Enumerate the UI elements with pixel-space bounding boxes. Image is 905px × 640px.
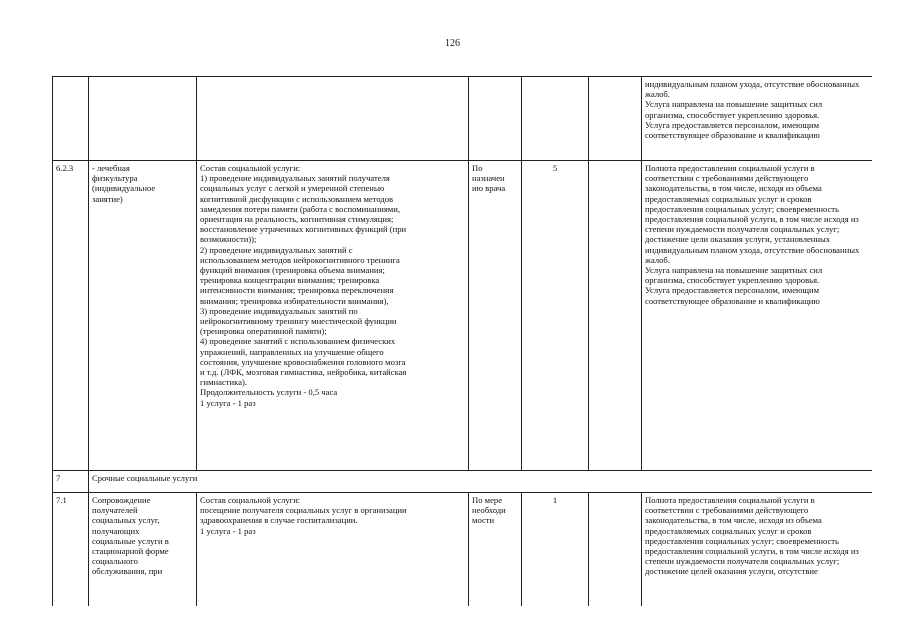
cell-empty (589, 493, 642, 607)
text-line: законодательства, в том числе, исходя из объема (645, 183, 822, 194)
text-line: социальных услуг, (92, 515, 160, 526)
text-line: мости (472, 515, 495, 526)
text-line: здравоохранения в случае госпитализации. (200, 515, 358, 526)
cell-empty (589, 161, 642, 471)
text-line: восстановление утраченных когнитивных функций (при (200, 224, 407, 235)
text-line: состояния, улучшение кровоснабжения головного мозга (200, 356, 406, 367)
quantity-value: 5 (552, 163, 558, 173)
text-line: и т.д. (ЛФК, мозговая гимнастика, нейробика, китайская (200, 367, 407, 378)
text-line: организма, способствует укреплению здоровья. (645, 109, 820, 120)
quantity-value: 1 (552, 495, 558, 505)
text-line: соответствующее образование и квалификацию (645, 130, 820, 141)
cell-content (197, 77, 469, 161)
cell-period (469, 161, 522, 471)
text-line: стационарной форме (92, 546, 169, 557)
page-number: 126 (445, 38, 460, 49)
text-line: предоставляемых социальных услуг и сроков (645, 525, 812, 536)
text-line: физкультура (92, 173, 138, 184)
text-line: По (472, 163, 483, 173)
text-line: возможности)); (200, 234, 257, 245)
text-line: - лечебная (92, 163, 130, 173)
text-line: жалоб. (645, 89, 670, 100)
text-line: (тренировка оперативной памяти); (200, 326, 327, 337)
text-line: обслуживания, при (92, 566, 163, 577)
cell-empty (589, 77, 642, 161)
text-line: степени нуждаемости получателя социальных услуг; (645, 556, 840, 567)
text-line: использованием методов нейрокогнитивного тренинга (200, 254, 400, 265)
text-line: Полнота предоставления социальной услуги в (645, 163, 815, 173)
text-line: Услуга направлена на повышение защитных сил (645, 99, 823, 110)
text-line: законодательства, в том числе, исходя из объема (645, 515, 822, 526)
table-row (53, 493, 873, 607)
cell-num (53, 161, 89, 471)
services-table-wrapper (52, 76, 872, 606)
text-line: предоставления социальных услуг; своевременность (645, 203, 839, 214)
text-line: Полнота предоставления социальной услуги в (645, 495, 815, 505)
section-row (53, 471, 873, 493)
text-line: посещение получателя социальных услуг в организации (200, 505, 407, 516)
text-line: организма, способствует укреплению здоровья. (645, 275, 820, 286)
text-line: гимнастика). (200, 377, 248, 388)
text-line: внимания; тренировка избирательности внимания), (200, 295, 389, 306)
text-line: упражнений, направленных на улучшение общего (200, 346, 384, 357)
cell-content (197, 161, 469, 471)
text-line: социальные услуги в (92, 535, 169, 546)
cell-quality (642, 161, 873, 471)
text-line: функций внимания (тренировка объема внимания; (200, 265, 385, 276)
text-line: получающих (92, 525, 140, 536)
cell-qty (522, 493, 589, 607)
text-line: По мере (472, 495, 503, 505)
cell-num (53, 77, 89, 161)
text-line: получателей (92, 505, 138, 516)
text-line: достижение целей оказания услуги, отсутствие (645, 566, 818, 577)
services-table (52, 76, 872, 606)
text-line: назначен (472, 173, 505, 184)
cell-num (53, 493, 89, 607)
cell-qty (522, 77, 589, 161)
text-line: соответствии с требованиями действующего (645, 505, 809, 516)
cell-quality (642, 493, 873, 607)
text-line: жалоб. (645, 254, 670, 265)
cell-name (89, 493, 197, 607)
text-line: предоставляемых социальных услуг и сроков (645, 193, 812, 204)
text-line: Услуга предоставляется персоналом, имеющим (645, 285, 820, 296)
text-line: когнитивной дисфункции с использованием методов (200, 193, 394, 204)
text-line: предоставления социальной услуги, в том числе исходя из (645, 214, 859, 225)
cell-period (469, 493, 522, 607)
text-line: соответствующее образование и квалификацию (645, 295, 820, 306)
text-line: достижение цели оказания услуги, установленных (645, 234, 831, 245)
text-line: Продолжительность услуги - 0,5 часа (200, 387, 338, 398)
cell-quality (642, 77, 873, 161)
text-line: тренировка концентрации внимания; тренировка (200, 275, 380, 286)
cell-num (53, 471, 89, 493)
text-line: Сопровождение (92, 495, 151, 505)
text-line: Состав социальной услуги: (200, 163, 301, 173)
text-line: Состав социальной услуги: (200, 495, 301, 505)
text-line: степени нуждаемости получателя социальных услуг; (645, 224, 840, 235)
cell-content (197, 493, 469, 607)
text-line: занятие) (92, 193, 123, 204)
text-line: 3) проведение индивидуальных занятий по (200, 305, 358, 316)
text-line: нейрокогнитивному тренингу мнестической функции (200, 316, 397, 327)
text-line: необходи (472, 505, 506, 516)
section-title: Срочные социальные услуги (92, 473, 198, 483)
cell-name (89, 77, 197, 161)
cell-period (469, 77, 522, 161)
text-line: индивидуальным планом ухода, отсутствие обоснованных (645, 244, 860, 255)
text-line: ориентация на реальность, когнитивная стимуляция; (200, 214, 394, 225)
text-line: 1 услуга - 1 раз (200, 525, 256, 536)
text-line: социальных услуг с легкой и умеренной степенью (200, 183, 385, 194)
text-line: соответствии с требованиями действующего (645, 173, 809, 184)
text-line: 2) проведение индивидуальных занятий с (200, 244, 353, 255)
row-number: 6.2.3 (56, 163, 74, 173)
text-line: предоставления социальной услуги, в том числе исходя из (645, 546, 859, 557)
cell-name (89, 161, 197, 471)
text-line: 4) проведение занятий с использованием физических (200, 336, 396, 347)
text-line: Услуга направлена на повышение защитных сил (645, 265, 823, 276)
cell-qty (522, 161, 589, 471)
text-line: Услуга предоставляется персоналом, имеющим (645, 119, 820, 130)
row-number: 7.1 (56, 495, 67, 505)
text-line: ию врача (472, 183, 506, 194)
text-line: индивидуальным планом ухода, отсутствие обоснованных (645, 79, 860, 89)
text-line: (индивидуальное (92, 183, 156, 194)
cell-section-title (89, 471, 873, 493)
table-row (53, 77, 873, 161)
text-line: социального (92, 556, 138, 567)
text-line: 1) проведение индивидуальных занятий получателя (200, 173, 390, 184)
text-line: интенсивности внимания; тренировка переключения (200, 285, 394, 296)
text-line: предоставления социальных услуг; своевременность (645, 535, 839, 546)
table-row (53, 161, 873, 471)
text-line: 1 услуга - 1 раз (200, 397, 256, 408)
section-number: 7 (56, 473, 61, 483)
text-line: замедления потери памяти (работа с воспоминаниями, (200, 203, 400, 214)
